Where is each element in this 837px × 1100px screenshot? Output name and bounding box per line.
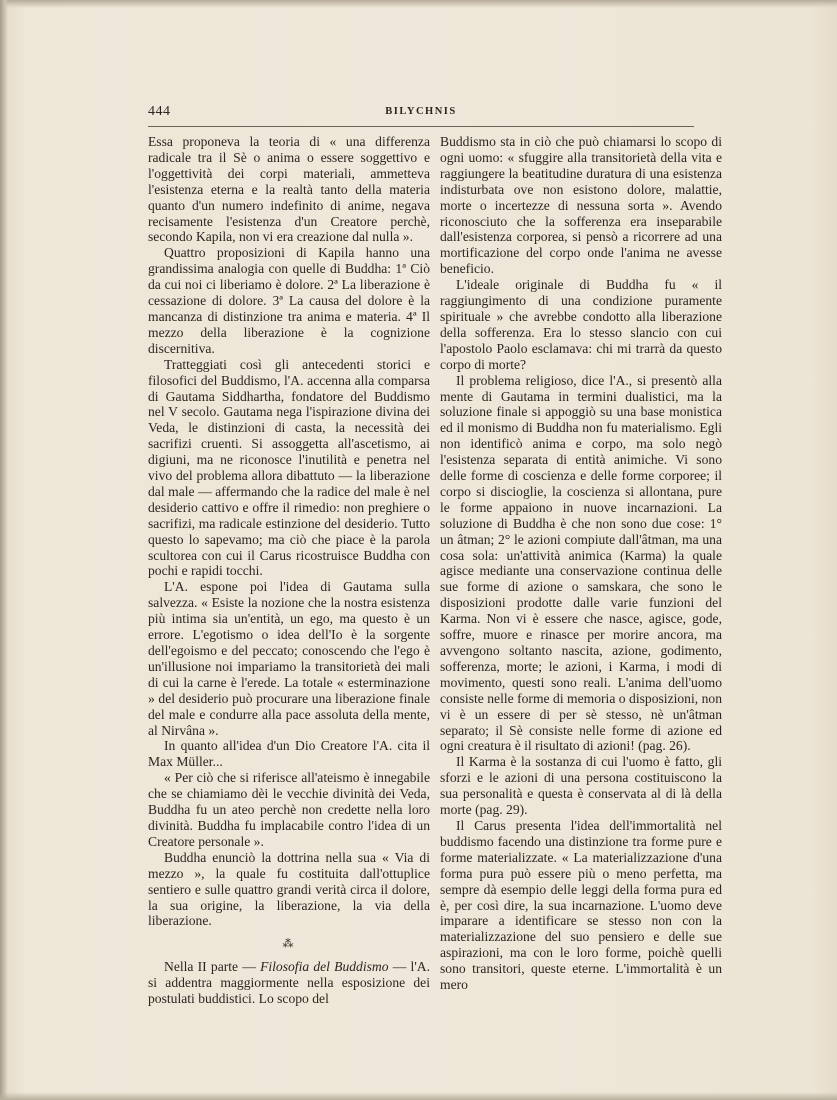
page-top-edge (0, 0, 837, 8)
page-header (148, 104, 694, 124)
paragraph: In quanto all'idea d'un Dio Creatore l'A. cita il Max Müller... (148, 738, 430, 770)
paragraph: Quattro proposizioni di Kapila hanno una grandissima analogia con quelle di Buddha: 1ª Ciò da cui noi ci liberiamo è dolore. 2ª La liberazione è cessazione di dolore. 3ª La causa del dolore è la mancanza di distinzione tra anima e materia. 4ª Il mezzo della liberazione è la cognizione discernitiva. (148, 245, 430, 356)
left-column (148, 134, 430, 1007)
text-run: — l'A. si addentra maggiormente nella esposizione dei postulati buddistici. Lo scopo del (148, 959, 430, 1007)
paragraph: Il Karma è la sostanza di cui l'uomo è fatto, gli sforzi e le azioni di una persona costituiscono la sua personalità e questa è conservata al di là della morte (pag. 29). (440, 754, 722, 818)
running-head: BILYCHNIS (385, 106, 457, 117)
paragraph: Essa proponeva la teoria di « una differenza radicale tra il Sè o anima o essere soggettivo e l'oggettività dei corpi materiali, ammetteva l'esistenza eterna e la realtà tanto della materia quanto d'un numero indefinito di anime, negava recisamente l'esistenza d'un Creatore perchè, secondo Kapila, non vi era creazione dal nulla ». (148, 134, 430, 245)
paragraph: « Per ciò che si riferisce all'ateismo è innegabile che se chiamiamo dèi le vecchie divinità dei Veda, Buddha fu un ateo perchè non credette nella loro divinità. Buddha fu implacabile contro l'idea di un Creatore personale ». (148, 770, 430, 849)
section-separator: ⁂ (282, 938, 296, 951)
paragraph: Il Carus presenta l'idea dell'immortalità nel buddismo facendo una distinzione tra forme pure e forme materializzate. « La materializzazione d'una forma pura può essere più o meno perfetta, ma sempre dà esempio delle leggi della forma pura ed è, per così dire, la sua incarnazione. L'uomo deve imparare a identificare se stesso non con la materializzazione del suo pensiero e delle sue aspirazioni, ma con le loro forme, poichè quelli sono transitori, queste eterne. L'immortalità è un mero (440, 817, 722, 993)
paragraph: Buddismo sta in ciò che può chiamarsi lo scopo di ogni uomo: « sfuggire alla transitorietà della vita e raggiungere la beatitudine duratura di una esistenza indisturbata ove non esistono dolore, malattie, morte o incertezze di nessuna sorta ». Avendo riconosciuto che la sofferenza era inseparabile dall'esistenza corporea, si pensò a ricorrere ad una mortificazione del corpo onde l'anima ne avesse beneficio. (440, 134, 722, 277)
paragraph: Tratteggiati così gli antecedenti storici e filosofici del Buddismo, l'A. accenna alla comparsa di Gautama Siddhartha, fondatore del Buddismo nel V secolo. Gautama nega l'ispirazione divina dei Veda, le distinzioni di casta, la necessità dei sacrifizi cruenti. Si assoggetta all'ascetismo, ai digiuni, ma ne riconosce l'inutilità e penetra nel vivo del problema allora dibattuto — la liberazione dal male — affermando che la radice del male è nel desiderio cattivo e offre il rimedio: non preghiere o sacrifizi, ma radicale estinzione del desiderio. Tutto questo lo sapevamo; ma ciò che piace è la parola scultorea con cui il Carus ricostruisce Buddha con pochi e rapidi tocchi. (148, 356, 430, 579)
page-number: 444 (148, 104, 171, 119)
text-run: Nella II parte — (164, 959, 261, 975)
paragraph: L'ideale originale di Buddha fu « il raggiungimento di una condizione puramente spirituale » che avrebbe condotto alla liberazione della sofferenza. Era lo stesso slancio con cui l'apostolo Paolo esclamava: chi mi trarrà da questo corpo di morte? (440, 277, 722, 372)
paragraph: Buddha enunciò la dottrina nella sua « Via di mezzo », la quale fu costituita dall'ottuplice sentiero e sulle quattro grandi verità circa il dolore, la sua origine, la liberazione, la via della liberazione. (148, 849, 430, 929)
header-rule (148, 126, 694, 127)
paragraph: Il problema religioso, dice l'A., si presentò alla mente di Gautama in termini dualistici, ma la soluzione finale si appoggiò su una base monistica ed il monismo di Buddha non fu materialismo. Egli non identificò anima e corpo, ma solo negò l'esistenza separata di entità animiche. Vi sono delle forme di coscienza e delle forme corporee; il corpo si discioglie, la coscienza si allontana, pure le forme appaiono in nuove incarnazioni. La soluzione di Buddha è che non sono due cose: 1° un âtman; 2° le azioni compiute dall'âtman, ma una cosa sola: un'attività animica (Karma) la quale agisce mediante una conservazione continua delle sue forme di azione o samskara, che sono le disposizioni prodotte dalle varie funzioni del Karma. Non vi è essere che nasce, agisce, gode, soffre, muore e rinasce per morire ancora, ma avvengono soltanto nascita, azione, godimento, sofferenza, morte; le azioni, i Karma, i modi di movimento, questi sono reali. L'anima dell'uomo consiste nelle forme di memoria o disposizioni, non vi è un essere di per sè stesso, nè un'âtman separato; il Sè consiste nelle forme di azione ed ogni creatura è il risultato di azioni! (pag. 26). (440, 372, 722, 754)
page-bottom-edge (0, 1092, 837, 1100)
page-left-edge (0, 0, 8, 1100)
section-title: Filosofia del Buddismo (260, 959, 389, 975)
paragraph: L'A. espone poi l'idea di Gautama sulla salvezza. « Esiste la nozione che la nostra esistenza più intima sia un'entità, un ego, ma questo è un errore. L'egotismo o idea dell'Io è la sorgente dell'egoismo e del peccato; conoscendo che l'ego è un'illusione noi impariamo la transitorietà dei mali di cui la carne è l'erede. La totale « esterminazione » del desiderio può procurare una liberazione finale del male e condurre alla pace assoluta della mente, al Nirvâna ». (148, 579, 430, 738)
right-column (440, 134, 722, 993)
paragraph (148, 959, 430, 1007)
